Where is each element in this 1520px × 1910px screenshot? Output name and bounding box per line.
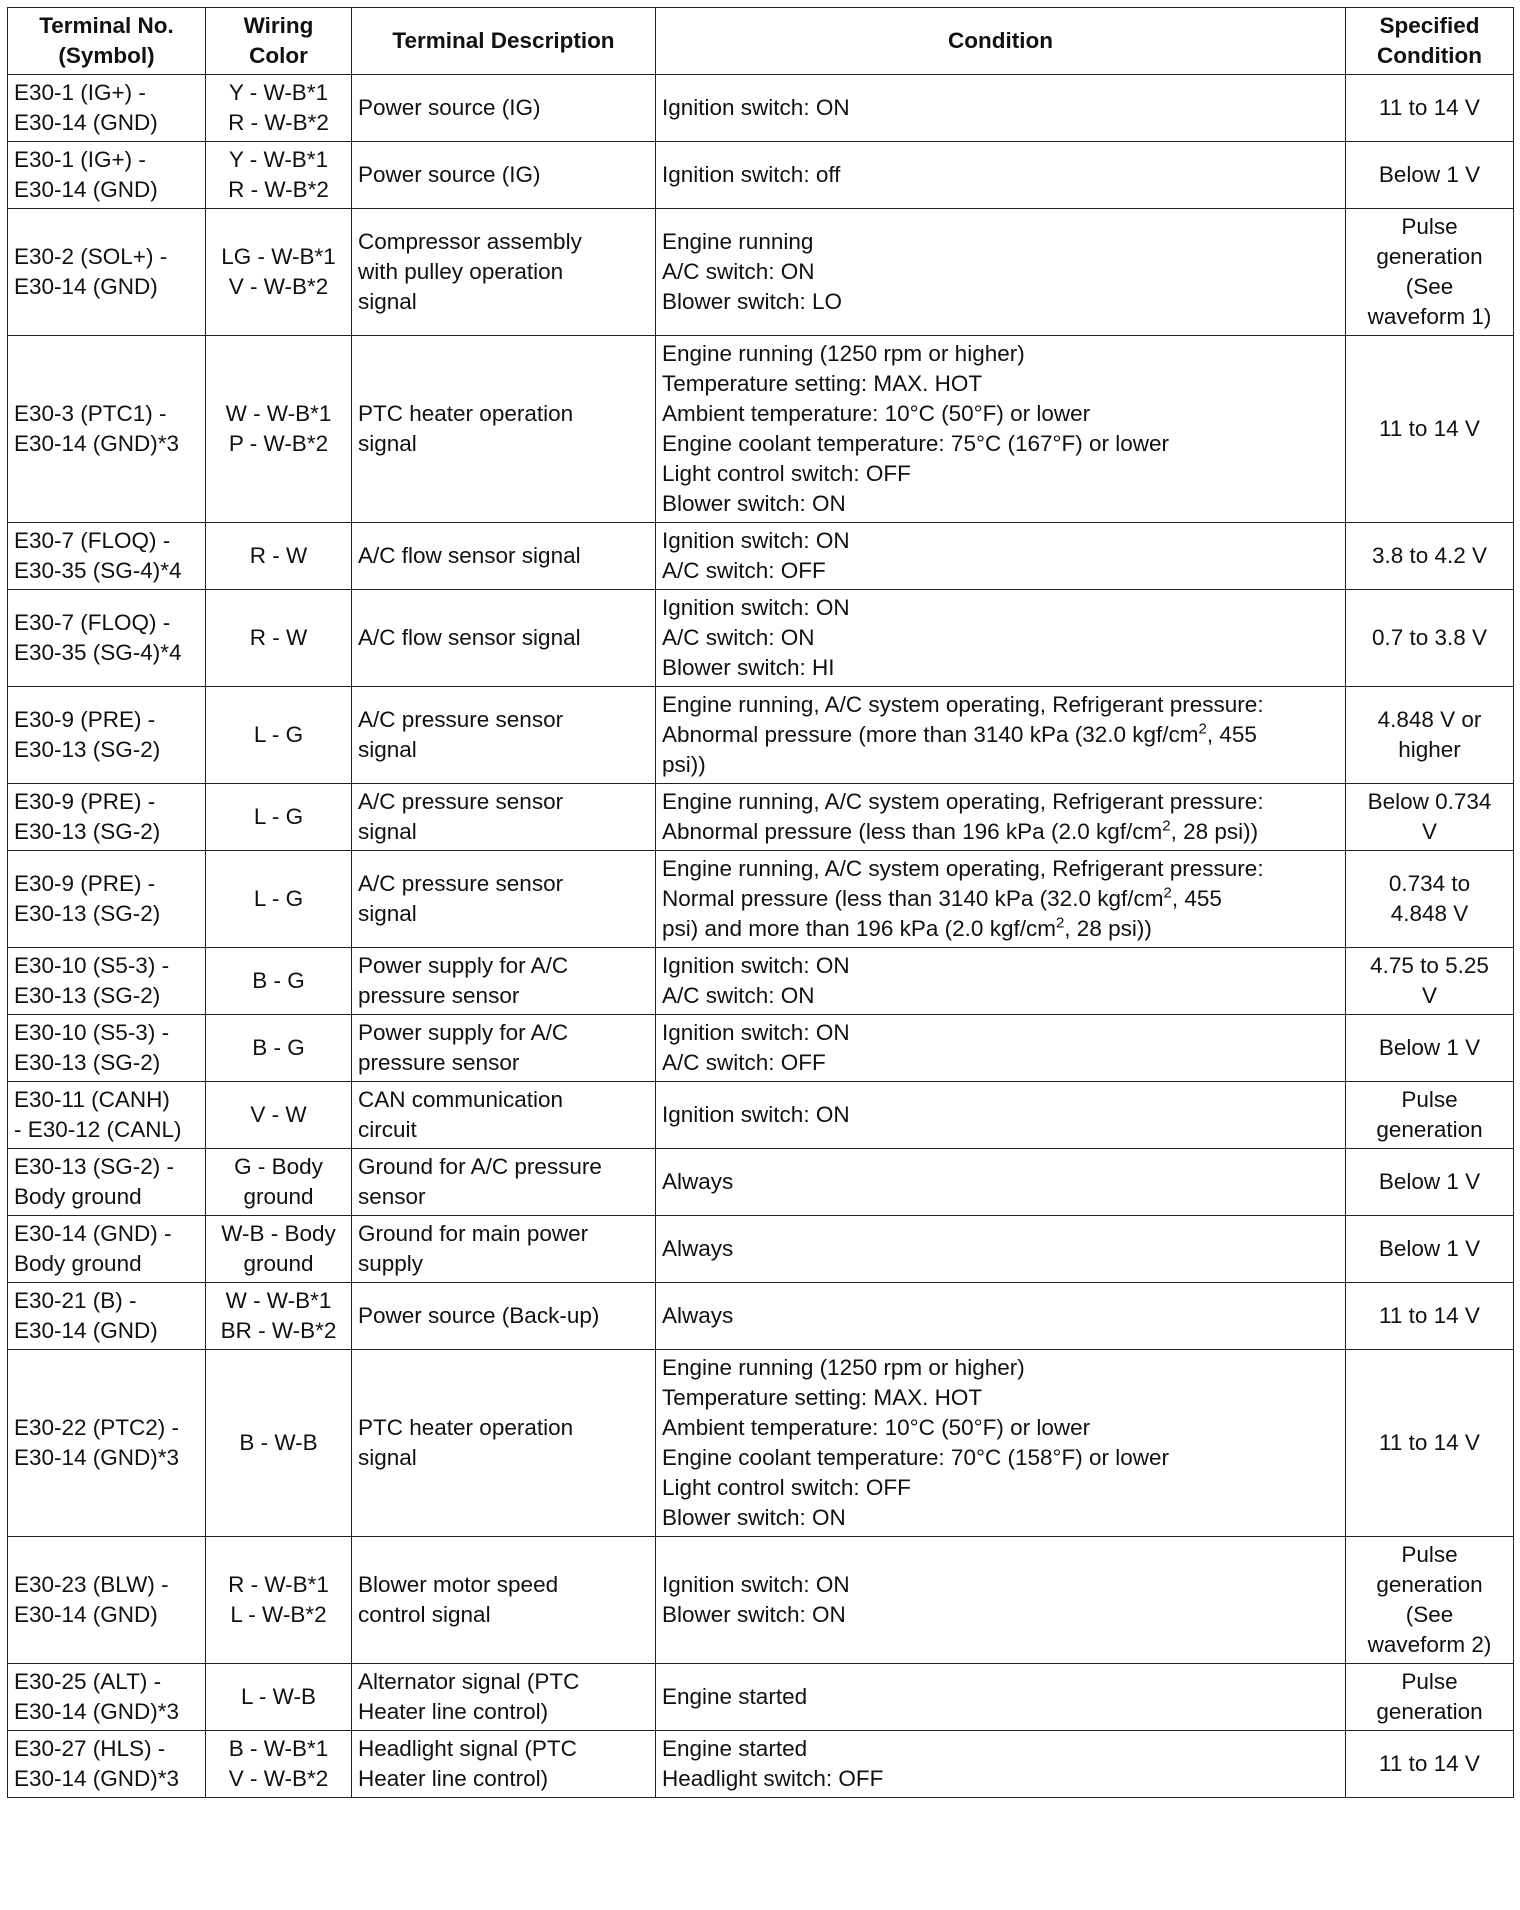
terminal-cell xyxy=(8,209,206,336)
wiring-color-cell xyxy=(206,784,352,851)
description-cell xyxy=(352,1015,656,1082)
cell-line: waveform 1) xyxy=(1367,304,1492,329)
cell-line: A/C switch: ON xyxy=(662,259,815,284)
cell-line: E30-14 (GND) xyxy=(14,1602,158,1627)
condition-cell xyxy=(656,1015,1346,1082)
cell-line: Ignition switch: ON xyxy=(662,1572,850,1597)
cell-line: B - W-B*1 xyxy=(228,1736,329,1761)
cell-line: circuit xyxy=(358,1117,417,1142)
terminal-specification-sheet xyxy=(7,7,1513,1798)
table-row xyxy=(8,948,1514,1015)
cell-line: Below 1 V xyxy=(1378,1169,1481,1194)
header-terminal: Terminal No. (Symbol) xyxy=(8,8,206,75)
cell-line: Blower switch: ON xyxy=(662,1602,846,1627)
table-row xyxy=(8,523,1514,590)
wiring-color-cell xyxy=(206,1350,352,1537)
cell-line: E30-1 (IG+) - xyxy=(14,147,146,172)
cell-line: Ground for A/C pressure xyxy=(358,1154,602,1179)
cell-line: E30-7 (FLOQ) - xyxy=(14,610,171,635)
cell-line: E30-2 (SOL+) - xyxy=(14,244,168,269)
cell-line: 0.734 to xyxy=(1388,871,1471,896)
description-cell xyxy=(352,1350,656,1537)
cell-line: E30-13 (SG-2) xyxy=(14,1050,161,1075)
specified-condition-cell xyxy=(1346,1216,1514,1283)
cell-line: CAN communication xyxy=(358,1087,564,1112)
wiring-color-cell xyxy=(206,948,352,1015)
cell-line: Below 0.734 xyxy=(1367,789,1492,814)
wiring-color-cell xyxy=(206,851,352,948)
description-cell xyxy=(352,590,656,687)
wiring-color-cell xyxy=(206,1149,352,1216)
cell-line: G - Body xyxy=(234,1154,323,1179)
cell-line: E30-25 (ALT) - xyxy=(14,1669,162,1694)
cell-line: B - G xyxy=(252,968,305,993)
cell-line: Blower switch: LO xyxy=(662,289,843,314)
specified-condition-cell xyxy=(1346,784,1514,851)
wiring-color-cell xyxy=(206,75,352,142)
table-row xyxy=(8,336,1514,523)
condition-cell xyxy=(656,948,1346,1015)
description-cell xyxy=(352,1731,656,1798)
condition-cell xyxy=(656,1283,1346,1350)
cell-line: E30-14 (GND)*3 xyxy=(14,1699,180,1724)
cell-line: V xyxy=(1421,983,1437,1008)
cell-line: E30-13 (SG-2) xyxy=(14,901,161,926)
cell-line: E30-9 (PRE) - xyxy=(14,707,156,732)
description-cell xyxy=(352,336,656,523)
table-row xyxy=(8,784,1514,851)
cell-line: Ignition switch: ON xyxy=(662,595,850,620)
specified-condition-cell xyxy=(1346,948,1514,1015)
cell-line: E30-14 (GND) xyxy=(14,1318,158,1343)
specified-condition-cell xyxy=(1346,1664,1514,1731)
cell-line: generation xyxy=(1376,1117,1483,1142)
cell-line: Engine running, A/C system operating, Refrigerant pressure: xyxy=(662,856,1264,881)
terminal-cell xyxy=(8,1350,206,1537)
cell-line: Y - W-B*1 xyxy=(228,80,329,105)
cell-line: Pulse xyxy=(1401,1542,1458,1567)
cell-line: (See xyxy=(1405,274,1454,299)
terminal-cell xyxy=(8,1537,206,1664)
table-row xyxy=(8,590,1514,687)
description-cell xyxy=(352,1149,656,1216)
specified-condition-cell xyxy=(1346,1283,1514,1350)
table-row xyxy=(8,75,1514,142)
cell-line: E30-27 (HLS) - xyxy=(14,1736,166,1761)
condition-cell xyxy=(656,523,1346,590)
cell-line: Engine running (1250 rpm or higher) xyxy=(662,1355,1025,1380)
cell-line: V - W-B*2 xyxy=(228,1766,329,1791)
cell-line: E30-14 (GND) xyxy=(14,274,158,299)
cell-line: E30-13 (SG-2) xyxy=(14,819,161,844)
terminal-cell xyxy=(8,1082,206,1149)
cell-line: Light control switch: OFF xyxy=(662,461,911,486)
cell-line: 11 to 14 V xyxy=(1379,1430,1480,1455)
cell-line: W - W-B*1 xyxy=(225,1288,332,1313)
specified-condition-cell xyxy=(1346,336,1514,523)
cell-line: Blower switch: HI xyxy=(662,655,835,680)
cell-line: Blower motor speed xyxy=(358,1572,559,1597)
description-cell xyxy=(352,687,656,784)
wiring-color-cell xyxy=(206,1537,352,1664)
cell-line: 4.75 to 5.25 xyxy=(1370,953,1489,978)
cell-line: Headlight switch: OFF xyxy=(662,1766,884,1791)
header-wiring-color: Wiring Color xyxy=(206,8,352,75)
cell-line: E30-14 (GND) xyxy=(14,177,158,202)
condition-cell xyxy=(656,784,1346,851)
wiring-color-cell xyxy=(206,209,352,336)
description-cell xyxy=(352,523,656,590)
cell-line: 11 to 14 V xyxy=(1379,95,1480,120)
cell-line: Ignition switch: ON xyxy=(662,95,850,120)
specified-condition-cell xyxy=(1346,687,1514,784)
cell-line: supply xyxy=(358,1251,424,1276)
cell-line: Engine running (1250 rpm or higher) xyxy=(662,341,1025,366)
table-row xyxy=(8,1537,1514,1664)
cell-line: signal xyxy=(358,737,417,762)
cell-line: R - W-B*2 xyxy=(228,177,329,202)
cell-line: waveform 2) xyxy=(1367,1632,1492,1657)
cell-line: P - W-B*2 xyxy=(228,431,329,456)
table-row xyxy=(8,1350,1514,1537)
cell-line: Abnormal pressure (more than 3140 kPa (32.0 kgf/$cm^2$, 455 xyxy=(662,720,1257,747)
terminal-cell xyxy=(8,523,206,590)
cell-line: A/C flow sensor signal xyxy=(358,543,581,568)
specified-condition-cell xyxy=(1346,1015,1514,1082)
table-row xyxy=(8,1082,1514,1149)
header-condition: Condition xyxy=(656,8,1346,75)
cell-line: Normal pressure (less than 3140 kPa (32.0 kgf/$cm^2$, 455 xyxy=(662,884,1222,911)
cell-line: E30-7 (FLOQ) - xyxy=(14,528,171,553)
cell-line: PTC heater operation xyxy=(358,1415,574,1440)
cell-line: Light control switch: OFF xyxy=(662,1475,911,1500)
description-cell xyxy=(352,1216,656,1283)
cell-line: Engine coolant temperature: 75°C (167°F) or lower xyxy=(662,431,1169,456)
cell-line: E30-10 (S5-3) - xyxy=(14,1020,170,1045)
cell-line: 4.848 V xyxy=(1390,901,1469,926)
cell-line: Blower switch: ON xyxy=(662,1505,846,1530)
cell-line: ground xyxy=(243,1251,314,1276)
terminal-cell xyxy=(8,948,206,1015)
specified-condition-cell xyxy=(1346,1350,1514,1537)
cell-line: Power supply for A/C xyxy=(358,1020,569,1045)
terminal-cell xyxy=(8,590,206,687)
cell-line: W-B - Body xyxy=(221,1221,336,1246)
cell-line: generation xyxy=(1376,244,1483,269)
table-row xyxy=(8,142,1514,209)
cell-line: pressure sensor xyxy=(358,983,520,1008)
cell-line: E30-13 (SG-2) - xyxy=(14,1154,175,1179)
specified-condition-cell xyxy=(1346,851,1514,948)
terminal-cell xyxy=(8,851,206,948)
cell-line: Below 1 V xyxy=(1378,1236,1481,1261)
terminal-cell xyxy=(8,142,206,209)
terminal-cell xyxy=(8,1664,206,1731)
table-body xyxy=(8,75,1514,1798)
cell-line: E30-14 (GND) xyxy=(14,110,158,135)
specified-condition-cell xyxy=(1346,1731,1514,1798)
cell-line: Always xyxy=(662,1169,734,1194)
wiring-color-cell xyxy=(206,1731,352,1798)
cell-line: 3.8 to 4.2 V xyxy=(1371,543,1488,568)
header-description: Terminal Description xyxy=(352,8,656,75)
condition-cell xyxy=(656,851,1346,948)
cell-line: Headlight signal (PTC xyxy=(358,1736,577,1761)
cell-line: Engine started xyxy=(662,1684,808,1709)
condition-cell xyxy=(656,687,1346,784)
cell-line: V - W-B*2 xyxy=(228,274,329,299)
cell-line: psi)) xyxy=(662,752,706,777)
cell-line: E30-14 (GND)*3 xyxy=(14,1766,180,1791)
description-cell xyxy=(352,1283,656,1350)
cell-line: L - G xyxy=(253,886,304,911)
table-row xyxy=(8,687,1514,784)
specified-condition-cell xyxy=(1346,209,1514,336)
terminal-cell xyxy=(8,1216,206,1283)
cell-line: Ambient temperature: 10°C (50°F) or lower xyxy=(662,401,1091,426)
cell-line: L - W-B*2 xyxy=(230,1602,327,1627)
specified-condition-cell xyxy=(1346,1082,1514,1149)
table-row xyxy=(8,1149,1514,1216)
cell-line: 0.7 to 3.8 V xyxy=(1371,625,1488,650)
cell-line: Body ground xyxy=(14,1184,142,1209)
cell-line: E30-14 (GND) - xyxy=(14,1221,172,1246)
cell-line: R - W-B*2 xyxy=(228,110,329,135)
cell-line: E30-1 (IG+) - xyxy=(14,80,146,105)
cell-line: higher xyxy=(1398,737,1461,762)
cell-line: Ignition switch: ON xyxy=(662,528,850,553)
condition-cell xyxy=(656,1350,1346,1537)
cell-line: Engine coolant temperature: 70°C (158°F) or lower xyxy=(662,1445,1169,1470)
cell-line: with pulley operation xyxy=(358,259,564,284)
cell-line: Below 1 V xyxy=(1378,162,1481,187)
condition-cell xyxy=(656,1664,1346,1731)
condition-cell xyxy=(656,336,1346,523)
cell-line: (See xyxy=(1405,1602,1454,1627)
description-cell xyxy=(352,948,656,1015)
terminal-cell xyxy=(8,784,206,851)
wiring-color-cell xyxy=(206,142,352,209)
cell-line: V xyxy=(1421,819,1437,844)
cell-line: Ignition switch: ON xyxy=(662,1020,850,1045)
cell-line: A/C pressure sensor xyxy=(358,871,564,896)
cell-line: E30-3 (PTC1) - xyxy=(14,401,167,426)
condition-cell xyxy=(656,142,1346,209)
cell-line: Heater line control) xyxy=(358,1766,549,1791)
wiring-color-cell xyxy=(206,336,352,523)
cell-line: Always xyxy=(662,1303,734,1328)
cell-line: E30-9 (PRE) - xyxy=(14,789,156,814)
cell-line: Compressor assembly xyxy=(358,229,582,254)
terminal-cell xyxy=(8,336,206,523)
cell-line: E30-35 (SG-4)*4 xyxy=(14,640,182,665)
cell-line: PTC heater operation xyxy=(358,401,574,426)
cell-line: V - W xyxy=(250,1102,307,1127)
condition-cell xyxy=(656,1149,1346,1216)
cell-line: A/C switch: OFF xyxy=(662,558,826,583)
cell-line: A/C switch: ON xyxy=(662,625,815,650)
cell-line: Engine running, A/C system operating, Refrigerant pressure: xyxy=(662,692,1264,717)
description-cell xyxy=(352,1664,656,1731)
description-cell xyxy=(352,851,656,948)
cell-line: 11 to 14 V xyxy=(1379,1303,1480,1328)
condition-cell xyxy=(656,590,1346,687)
terminal-cell xyxy=(8,1015,206,1082)
description-cell xyxy=(352,1537,656,1664)
cell-line: Engine started xyxy=(662,1736,808,1761)
cell-line: A/C switch: ON xyxy=(662,983,815,1008)
cell-line: Power source (Back-up) xyxy=(358,1303,600,1328)
cell-line: Pulse xyxy=(1401,1087,1458,1112)
header-specified-condition: Specified Condition xyxy=(1346,8,1514,75)
cell-line: generation xyxy=(1376,1699,1483,1724)
wiring-color-cell xyxy=(206,687,352,784)
wiring-color-cell xyxy=(206,1216,352,1283)
cell-line: E30-13 (SG-2) xyxy=(14,737,161,762)
specified-condition-cell xyxy=(1346,1537,1514,1664)
terminal-cell xyxy=(8,1149,206,1216)
cell-line: control signal xyxy=(358,1602,491,1627)
cell-line: pressure sensor xyxy=(358,1050,520,1075)
specified-condition-cell xyxy=(1346,142,1514,209)
specified-condition-cell xyxy=(1346,75,1514,142)
cell-line: ground xyxy=(243,1184,314,1209)
description-cell xyxy=(352,209,656,336)
cell-line: signal xyxy=(358,901,417,926)
cell-line: BR - W-B*2 xyxy=(220,1318,337,1343)
cell-line: Power source (IG) xyxy=(358,162,541,187)
cell-line: signal xyxy=(358,1445,417,1470)
table-row xyxy=(8,1015,1514,1082)
cell-line: 4.848 V or xyxy=(1377,707,1482,732)
cell-line: E30-11 (CANH) xyxy=(14,1087,170,1112)
cell-line: E30-23 (BLW) - xyxy=(14,1572,169,1597)
cell-line: generation xyxy=(1376,1572,1483,1597)
cell-line: signal xyxy=(358,289,417,314)
cell-line: Ground for main power xyxy=(358,1221,589,1246)
cell-line: L - G xyxy=(253,804,304,829)
cell-line: A/C switch: OFF xyxy=(662,1050,826,1075)
cell-line: Ignition switch: off xyxy=(662,162,841,187)
terminal-table xyxy=(7,7,1514,1798)
cell-line: E30-22 (PTC2) - xyxy=(14,1415,180,1440)
cell-line: psi) and more than 196 kPa (2.0 kgf/$cm^2$, 28 psi)) xyxy=(662,914,1152,941)
wiring-color-cell xyxy=(206,1664,352,1731)
condition-cell xyxy=(656,1731,1346,1798)
terminal-cell xyxy=(8,1731,206,1798)
cell-line: Abnormal pressure (less than 196 kPa (2.0 kgf/$cm^2$, 28 psi)) xyxy=(662,817,1259,844)
condition-cell xyxy=(656,1082,1346,1149)
cell-line: Temperature setting: MAX. HOT xyxy=(662,371,983,396)
cell-line: A/C pressure sensor xyxy=(358,789,564,814)
wiring-color-cell xyxy=(206,1283,352,1350)
cell-line: Power supply for A/C xyxy=(358,953,569,978)
cell-line: Pulse xyxy=(1401,1669,1458,1694)
cell-line: Engine running, A/C system operating, Refrigerant pressure: xyxy=(662,789,1264,814)
specified-condition-cell xyxy=(1346,523,1514,590)
terminal-cell xyxy=(8,687,206,784)
wiring-color-cell xyxy=(206,590,352,687)
cell-line: Ignition switch: ON xyxy=(662,1102,850,1127)
table-row xyxy=(8,209,1514,336)
cell-line: Temperature setting: MAX. HOT xyxy=(662,1385,983,1410)
cell-line: A/C flow sensor signal xyxy=(358,625,581,650)
cell-line: 11 to 14 V xyxy=(1379,1751,1480,1776)
cell-line: B - G xyxy=(252,1035,305,1060)
cell-line: Power source (IG) xyxy=(358,95,541,120)
condition-cell xyxy=(656,1216,1346,1283)
wiring-color-cell xyxy=(206,1082,352,1149)
cell-line: Always xyxy=(662,1236,734,1261)
cell-line: LG - W-B*1 xyxy=(221,244,336,269)
cell-line: Alternator signal (PTC xyxy=(358,1669,580,1694)
table-row xyxy=(8,1731,1514,1798)
description-cell xyxy=(352,1082,656,1149)
cell-line: Body ground xyxy=(14,1251,142,1276)
cell-line: E30-14 (GND)*3 xyxy=(14,1445,180,1470)
cell-line: W - W-B*1 xyxy=(225,401,332,426)
cell-line: Below 1 V xyxy=(1378,1035,1481,1060)
header-row xyxy=(8,8,1514,75)
cell-line: Blower switch: ON xyxy=(662,491,846,516)
cell-line: A/C pressure sensor xyxy=(358,707,564,732)
wiring-color-cell xyxy=(206,523,352,590)
cell-line: sensor xyxy=(358,1184,426,1209)
condition-cell xyxy=(656,1537,1346,1664)
cell-line: 11 to 14 V xyxy=(1379,416,1480,441)
description-cell xyxy=(352,142,656,209)
cell-line: Y - W-B*1 xyxy=(228,147,329,172)
description-cell xyxy=(352,75,656,142)
terminal-cell xyxy=(8,75,206,142)
cell-line: R - W xyxy=(249,625,308,650)
table-row xyxy=(8,1283,1514,1350)
cell-line: Ignition switch: ON xyxy=(662,953,850,978)
cell-line: R - W-B*1 xyxy=(228,1572,329,1597)
cell-line: Heater line control) xyxy=(358,1699,549,1724)
condition-cell xyxy=(656,209,1346,336)
table-row xyxy=(8,851,1514,948)
cell-line: E30-21 (B) - xyxy=(14,1288,137,1313)
cell-line: E30-10 (S5-3) - xyxy=(14,953,170,978)
cell-line: L - G xyxy=(253,722,304,747)
condition-cell xyxy=(656,75,1346,142)
cell-line: Engine running xyxy=(662,229,814,254)
cell-line: E30-35 (SG-4)*4 xyxy=(14,558,182,583)
table-row xyxy=(8,1664,1514,1731)
cell-line: E30-14 (GND)*3 xyxy=(14,431,180,456)
specified-condition-cell xyxy=(1346,590,1514,687)
table-row xyxy=(8,1216,1514,1283)
cell-line: L - W-B xyxy=(240,1684,316,1709)
cell-line: Pulse xyxy=(1401,214,1458,239)
cell-line: Ambient temperature: 10°C (50°F) or lower xyxy=(662,1415,1091,1440)
wiring-color-cell xyxy=(206,1015,352,1082)
cell-line: B - W-B xyxy=(239,1430,318,1455)
cell-line: R - W xyxy=(249,543,308,568)
cell-line: - E30-12 (CANL) xyxy=(14,1117,182,1142)
terminal-cell xyxy=(8,1283,206,1350)
cell-line: E30-9 (PRE) - xyxy=(14,871,156,896)
specified-condition-cell xyxy=(1346,1149,1514,1216)
cell-line: E30-13 (SG-2) xyxy=(14,983,161,1008)
description-cell xyxy=(352,784,656,851)
cell-line: signal xyxy=(358,819,417,844)
cell-line: signal xyxy=(358,431,417,456)
